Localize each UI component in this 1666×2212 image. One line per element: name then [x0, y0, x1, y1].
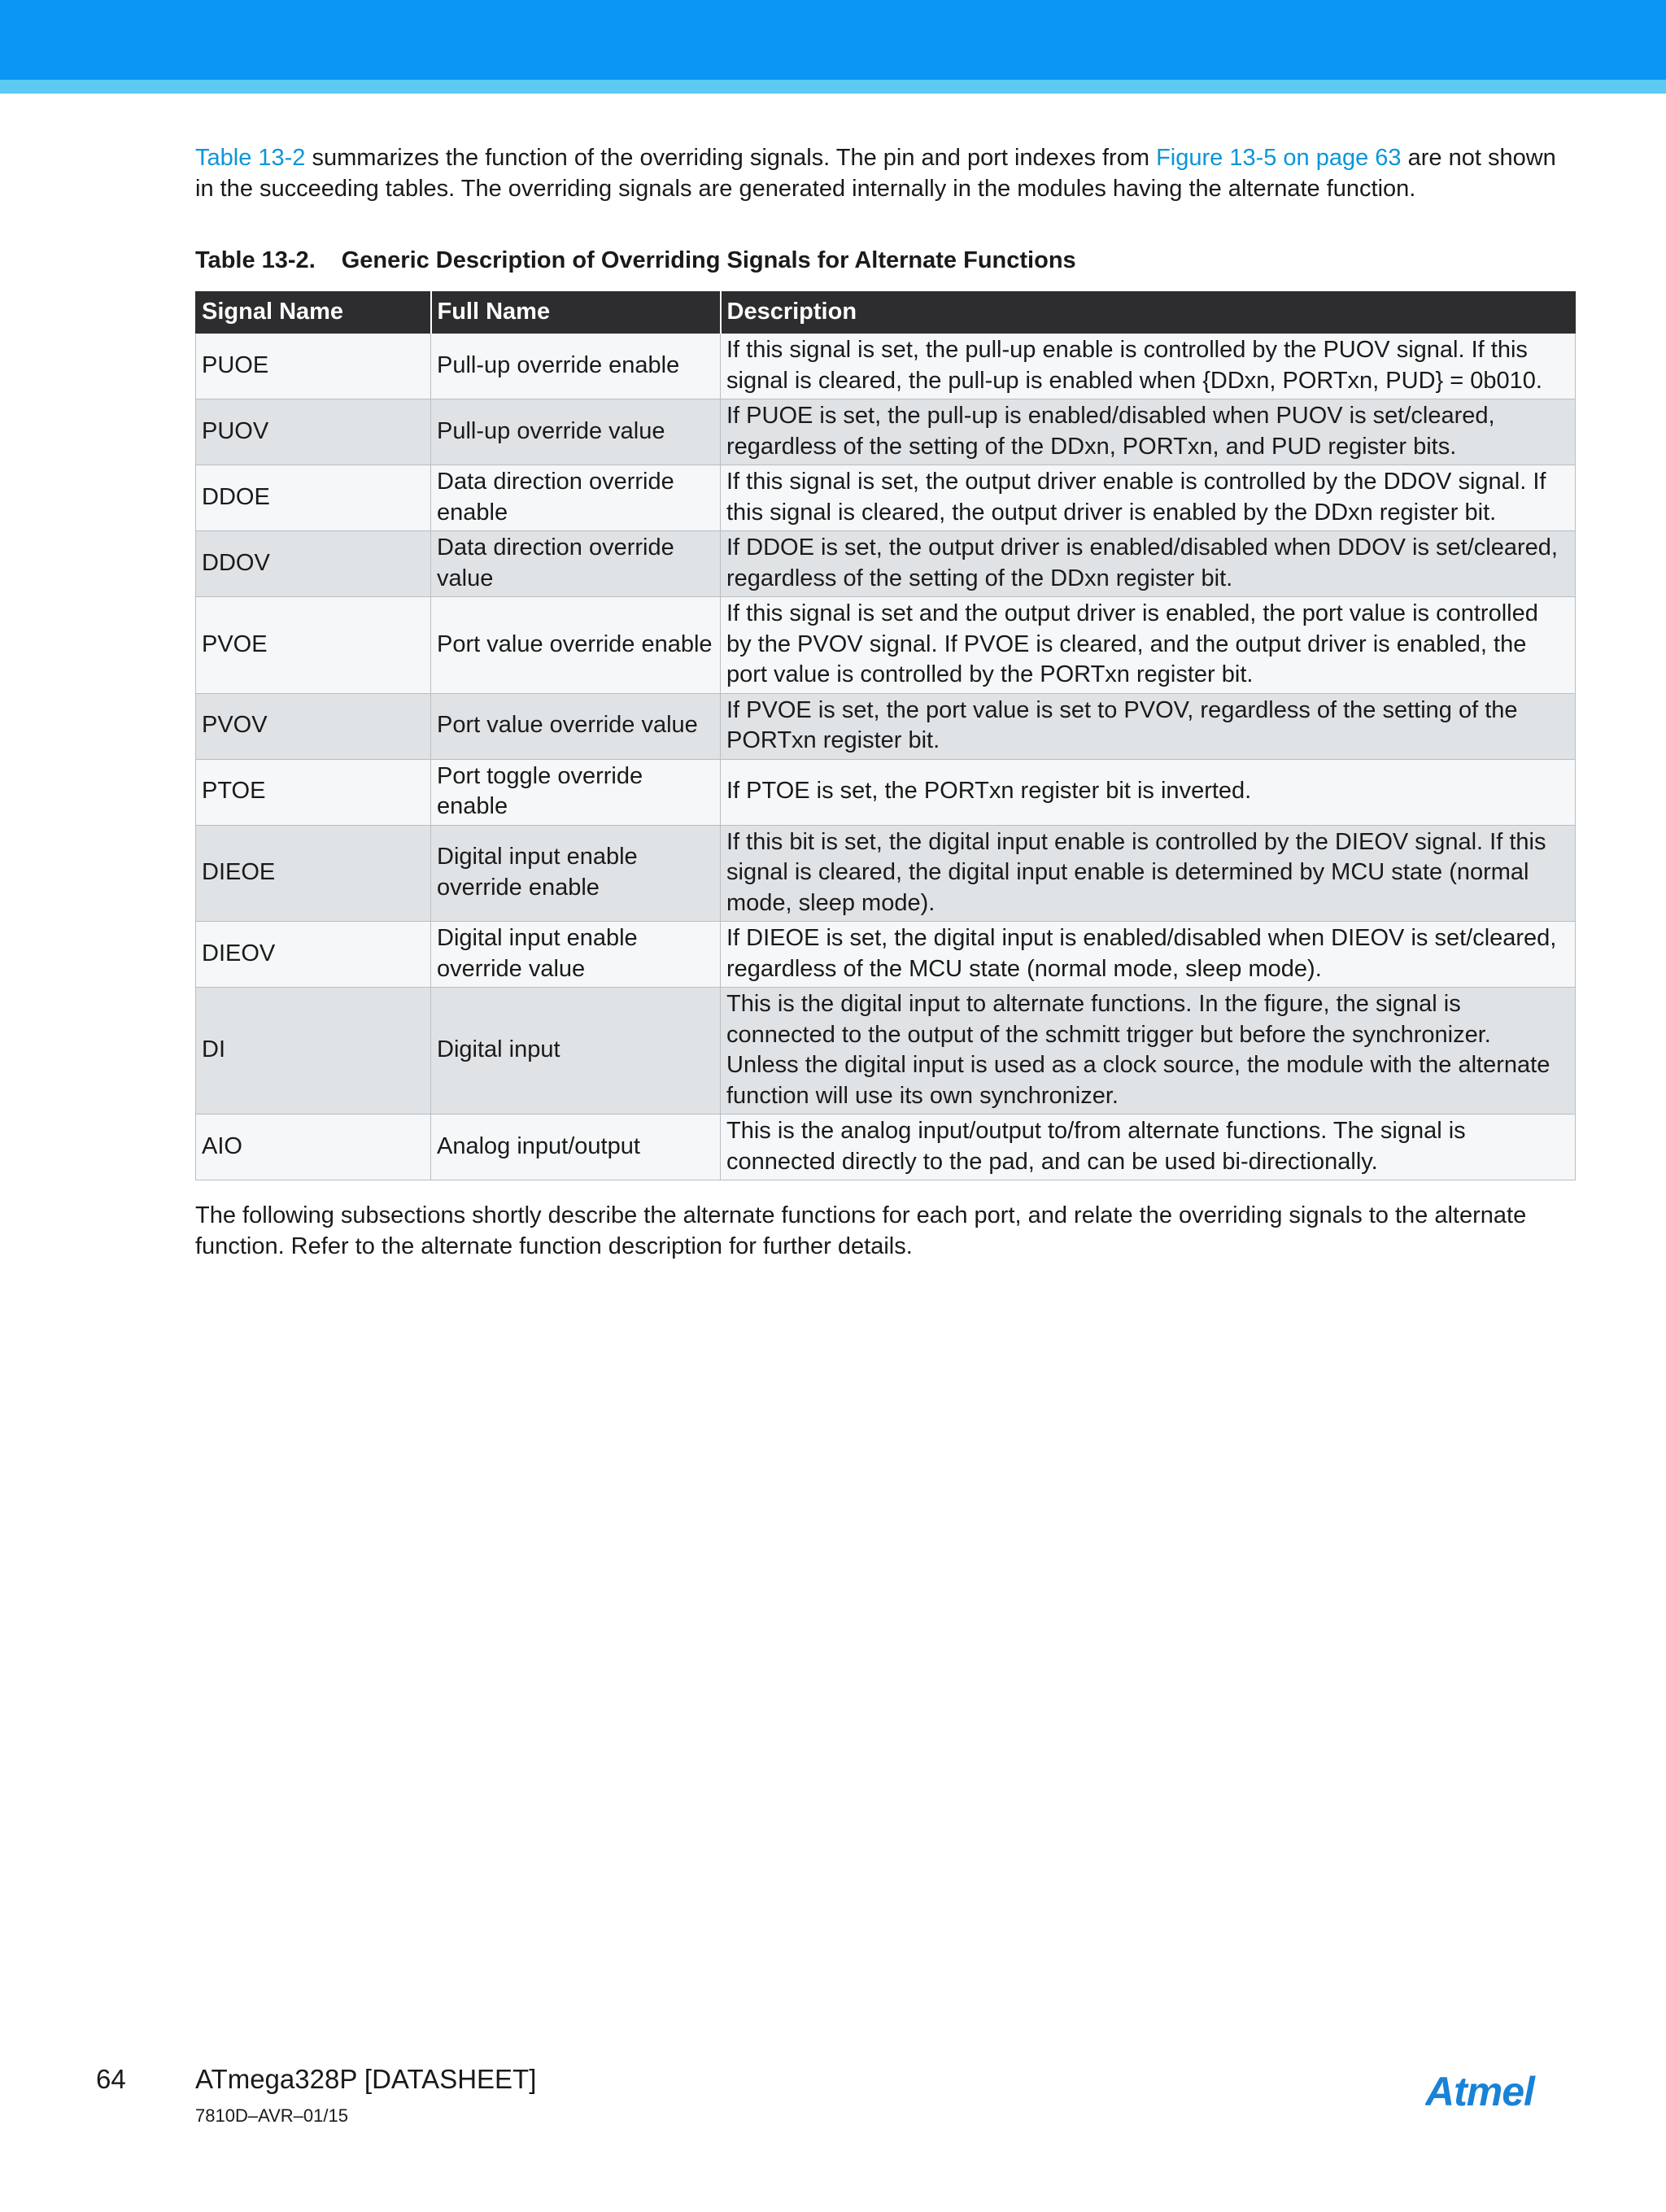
cell-full-name: Port value override value — [431, 693, 721, 759]
table-row — [196, 531, 1576, 597]
cell-signal-name: DIEOE — [196, 825, 431, 922]
table-row — [196, 693, 1576, 759]
cell-signal-name: PVOE — [196, 597, 431, 694]
intro-text-2: are not shown in the succeeding tables. The overriding signals are generated internally in the modules having the alternate function. — [195, 145, 1556, 202]
cell-signal-name: DIEOV — [196, 922, 431, 988]
cell-full-name: Pull-up override value — [431, 399, 721, 465]
atmel-logo-wordmark: Atmel — [1425, 2071, 1534, 2112]
cell-description: This is the digital input to alternate functions. In the figure, the signal is connected to the output of the schmitt trigger but before the synchronizer. Unless the digital input is used as a clock source, the module with the alternate function will use its own synchronizer. — [721, 988, 1576, 1115]
cell-full-name: Digital input — [431, 988, 721, 1115]
table-row — [196, 759, 1576, 825]
page-content — [195, 142, 1575, 1285]
table-row — [196, 988, 1576, 1115]
column-header-signal-name: Signal Name — [196, 292, 431, 334]
cell-signal-name: PUOE — [196, 334, 431, 399]
cell-full-name: Data direction override enable — [431, 465, 721, 531]
intro-paragraph — [195, 142, 1575, 204]
cell-signal-name: PUOV — [196, 399, 431, 465]
page-number: 64 — [96, 2064, 126, 2094]
table-row — [196, 825, 1576, 922]
cell-signal-name: AIO — [196, 1115, 431, 1180]
column-header-description: Description — [721, 292, 1576, 334]
table-header-row — [196, 292, 1576, 334]
table-row — [196, 465, 1576, 531]
table-caption — [195, 245, 1575, 276]
column-header-full-name: Full Name — [431, 292, 721, 334]
document-code: 7810D–AVR–01/15 — [195, 2105, 348, 2126]
cell-full-name: Data direction override value — [431, 531, 721, 597]
intro-text-1: summarizes the function of the overriding signals. The pin and port indexes from — [305, 145, 1157, 171]
cell-description: If this signal is set, the pull-up enable is controlled by the PUOV signal. If this signal is cleared, the pull-up is enabled when {DDxn, PORTxn, PUD} = 0b010. — [721, 334, 1576, 399]
atmel-logo — [1425, 2071, 1570, 2112]
outro-paragraph: The following subsections shortly describe the alternate functions for each port, and relate the overriding signals to the alternate function. Refer to the alternate function description for further details. — [195, 1202, 1527, 1259]
cell-description: If DDOE is set, the output driver is enabled/disabled when DDOV is set/cleared, regardless of the setting of the DDxn register bit. — [721, 531, 1576, 597]
table-row — [196, 334, 1576, 399]
table-caption-title: Generic Description of Overriding Signals for Alternate Functions — [341, 247, 1076, 273]
table-row — [196, 597, 1576, 694]
header-stripe — [0, 80, 1666, 94]
cell-full-name: Digital input enable override value — [431, 922, 721, 988]
header-bar — [0, 0, 1666, 80]
cell-signal-name: PTOE — [196, 759, 431, 825]
cell-description: If PUOE is set, the pull-up is enabled/disabled when PUOV is set/cleared, regardless of the setting of the DDxn, PORTxn, and PUD register bits. — [721, 399, 1576, 465]
table-row — [196, 922, 1576, 988]
cell-description: If this signal is set and the output driver is enabled, the port value is controlled by the PVOV signal. If PVOE is cleared, and the output driver is enabled, the port value is controlled by the PORTxn register bit. — [721, 597, 1576, 694]
document-title: ATmega328P [DATASHEET] — [195, 2064, 537, 2094]
table-row — [196, 1115, 1576, 1180]
table-body — [196, 334, 1576, 1180]
cell-description: If DIEOE is set, the digital input is enabled/disabled when DIEOV is set/cleared, regardless of the MCU state (normal mode, sleep mode). — [721, 922, 1576, 988]
cell-signal-name: DI — [196, 988, 431, 1115]
figure-13-5-link[interactable]: Figure 13-5 on page 63 — [1156, 145, 1402, 171]
table-caption-number: Table 13-2. — [195, 247, 316, 273]
signals-table — [195, 291, 1576, 1180]
cell-full-name: Port value override enable — [431, 597, 721, 694]
cell-description: If this bit is set, the digital input enable is controlled by the DIEOV signal. If this signal is cleared, the digital input enable is determined by MCU state (normal mode, sleep mode). — [721, 825, 1576, 922]
cell-full-name: Pull-up override enable — [431, 334, 721, 399]
cell-description: This is the analog input/output to/from alternate functions. The signal is connected directly to the pad, and can be used bi-directionally. — [721, 1115, 1576, 1180]
cell-full-name: Analog input/output — [431, 1115, 721, 1180]
cell-full-name: Port toggle override enable — [431, 759, 721, 825]
table-row — [196, 399, 1576, 465]
cell-description: If PTOE is set, the PORTxn register bit is inverted. — [721, 759, 1576, 825]
cell-full-name: Digital input enable override enable — [431, 825, 721, 922]
table-13-2-link[interactable]: Table 13-2 — [195, 145, 306, 171]
cell-signal-name: DDOV — [196, 531, 431, 597]
cell-description: If this signal is set, the output driver enable is controlled by the DDOV signal. If this signal is cleared, the output driver is enabled by the DDxn register bit. — [721, 465, 1576, 531]
cell-description: If PVOE is set, the port value is set to PVOV, regardless of the setting of the PORTxn register bit. — [721, 693, 1576, 759]
cell-signal-name: PVOV — [196, 693, 431, 759]
cell-signal-name: DDOE — [196, 465, 431, 531]
